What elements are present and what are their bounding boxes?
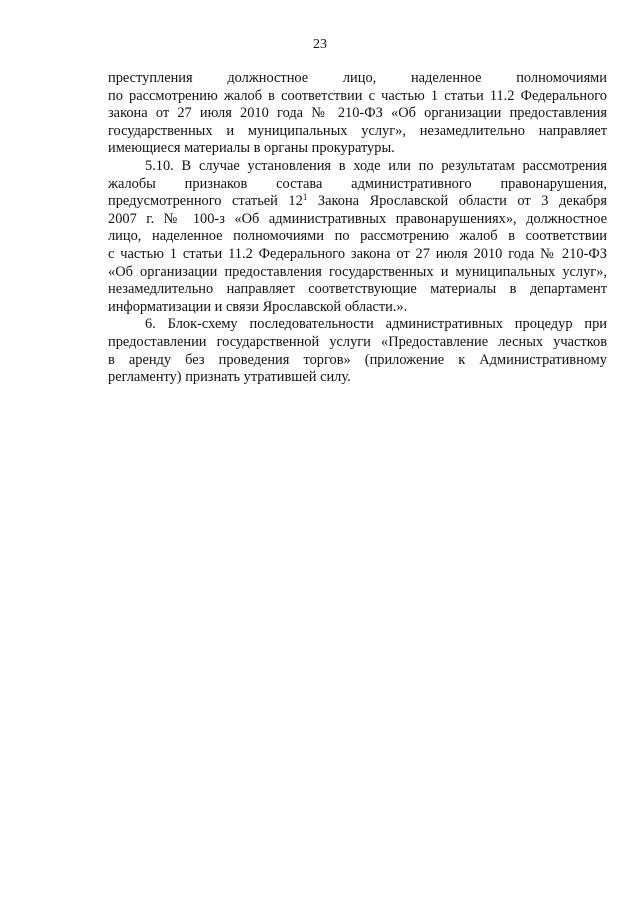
superscript: 1 (302, 192, 308, 203)
text-line: регламенту) признать утратившей силу. (108, 369, 351, 386)
text-line: 6. Блок-схему последовательности административных процедур при (145, 316, 607, 333)
text-line-with-superscript (108, 193, 607, 211)
text-line: по рассмотрению жалоб в соответствии с частью 1 статьи 11.2 Федерального (108, 87, 607, 104)
text-line: лицо, наделенное полномочиями по рассмотрению жалоб в соответствии (108, 228, 607, 245)
text-line: жалобы признаков состава административного правонарушения, (108, 175, 607, 192)
text-line: 5.10. В случае установления в ходе или по результатам рассмотрения (145, 157, 607, 174)
text-line: имеющиеся материалы в органы прокуратуры. (108, 140, 395, 157)
text-line: 2007 г. № 100-з «Об административных правонарушениях», должностное (108, 210, 607, 227)
paragraph-5-10 (108, 158, 607, 316)
text-line: незамедлительно направляет соответствующие материалы в департамент (108, 281, 607, 298)
text-line: в аренду без проведения торгов» (приложение к Административному (108, 351, 607, 368)
text-segment: Закона Ярославской области от 3 декабря (317, 193, 607, 210)
text-line: с частью 1 статьи 11.2 Федерального закона от 27 июля 2010 года № 210-ФЗ (108, 245, 607, 262)
text-segment: предусмотренного статьей 12 (108, 193, 303, 210)
text-line: преступления должностное лицо, наделенное полномочиями (108, 70, 607, 86)
paragraph-6 (108, 316, 607, 386)
text-line: государственных и муниципальных услуг», незамедлительно направляет (108, 122, 607, 139)
text-line: информатизации и связи Ярославской области.». (108, 298, 408, 315)
text-line: закона от 27 июля 2010 года № 210-ФЗ «Об организации предоставления (108, 105, 607, 122)
page-number: 23 (313, 37, 327, 52)
text-line: предоставлении государственной услуги «Предоставление лесных участков (108, 333, 607, 350)
document-body (108, 70, 607, 387)
text-line: «Об организации предоставления государственных и муниципальных услуг», (108, 263, 607, 280)
paragraph-1 (108, 70, 607, 158)
